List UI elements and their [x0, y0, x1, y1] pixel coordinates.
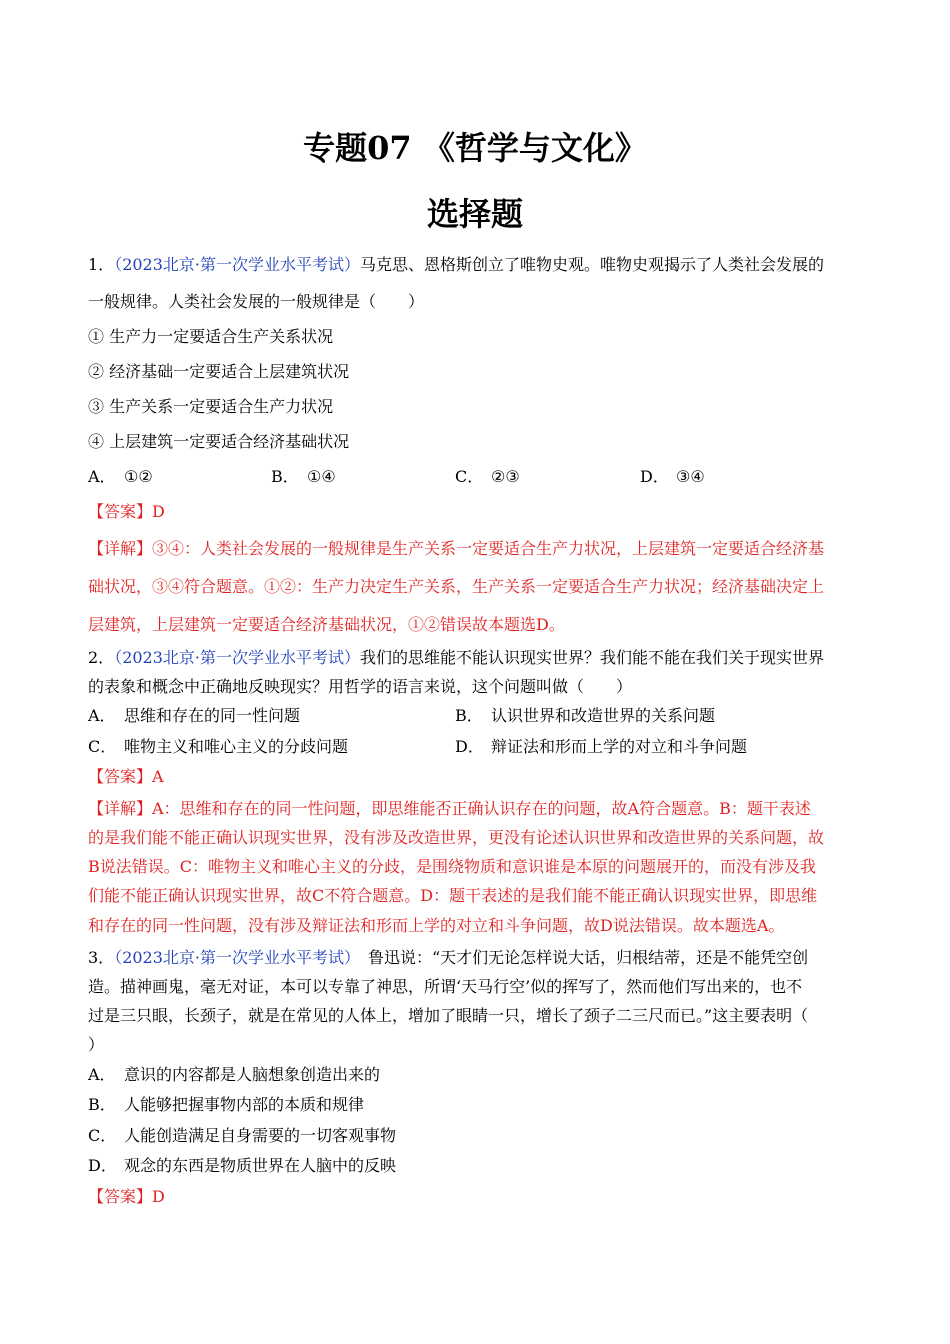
- question-number: 3．: [88, 948, 115, 967]
- option-b: B． 人能够把握事物内部的本质和规律: [88, 1095, 365, 1114]
- option-b: B． 认识世界和改造世界的关系问题: [455, 706, 716, 725]
- option-c: C． ②③: [455, 467, 520, 486]
- question-2-stem: [88, 648, 862, 668]
- option-a: A． 意识的内容都是人脑想象创造出来的: [88, 1065, 381, 1084]
- statement-item: ④ 上层建筑一定要适合经济基础状况: [88, 432, 350, 451]
- page-title: 专题07 《哲学与文化》: [303, 129, 647, 167]
- stem-text: 鲁迅说：“天才们无论怎样说大话，归根结蒂，还是不能凭空创: [352, 948, 809, 967]
- explanation-line: 【详解】③④：人类社会发展的一般规律是生产关系一定要适合生产力状况，上层建筑一定要适合经济基: [88, 539, 825, 558]
- option-a: A． ①②: [88, 467, 153, 486]
- section-title: 选择题: [426, 195, 523, 233]
- stem-text: ）: [88, 1035, 105, 1054]
- explanation-line: 的是我们能不能正确认识现实世界，没有涉及改造世界，更没有论述认识世界和改造世界的关系问题，故: [88, 828, 825, 847]
- question-3-stem: [88, 948, 862, 968]
- answer: 【答案】D: [88, 1187, 165, 1206]
- option-d: D． 辩证法和形而上学的对立和斗争问题: [455, 737, 748, 756]
- option-d: D． ③④: [640, 467, 705, 486]
- explanation-line: 层建筑，上层建筑一定要适合经济基础状况，①②错误故本题选D。: [88, 615, 565, 634]
- option-c: C． 人能创造满足自身需要的一切客观事物: [88, 1126, 397, 1145]
- question-1-stem: [88, 255, 862, 275]
- explanation-line: 们能不能正确认识现实世界，故C不符合题意。D：题干表述的是我们能不能正确认识现实世界，即思维: [88, 886, 818, 905]
- explanation-line: B说法错误。C：唯物主义和唯心主义的分歧，是围绕物质和意识谁是本原的问题展开的，而没有涉及我: [88, 857, 817, 876]
- explanation-line: 【详解】A：思维和存在的同一性问题，即思维能否正确认识存在的问题，故A符合题意。B：题干表述: [88, 799, 811, 818]
- answer: 【答案】A: [88, 767, 164, 786]
- question-number: 2．: [88, 648, 115, 667]
- question-source: （2023北京·第一次学业水平考试）: [114, 948, 352, 967]
- statement-item: ③ 生产关系一定要适合生产力状况: [88, 397, 334, 416]
- statement-item: ① 生产力一定要适合生产关系状况: [88, 327, 334, 346]
- answer: 【答案】D: [88, 502, 165, 521]
- explanation-line: 础状况，③④符合题意。①②：生产力决定生产关系，生产关系一定要适合生产力状况；经济基础决定上: [88, 577, 825, 596]
- option-c: C． 唯物主义和唯心主义的分歧问题: [88, 737, 349, 756]
- stem-text: 的表象和概念中正确地反映现实？用哲学的语言来说，这个问题叫做（ ）: [88, 677, 633, 696]
- stem-text: 马克思、恩格斯创立了唯物史观。唯物史观揭示了人类社会发展的: [360, 255, 825, 274]
- stem-text: 过是三只眼，长颈子，就是在常见的人体上，增加了眼睛一只，增长了颈子二三尺而已。”这主要表明（: [88, 1006, 809, 1025]
- stem-text: 我们的思维能不能认识现实世界？我们能不能在我们关于现实世界: [360, 648, 825, 667]
- stem-text: 一般规律。人类社会发展的一般规律是（ ）: [88, 292, 425, 311]
- option-a: A． 思维和存在的同一性问题: [88, 706, 301, 725]
- question-number: 1．: [88, 255, 115, 274]
- stem-text: 造。描神画鬼，毫无对证，本可以专靠了神思，所谓‘天马行空’似的挥写了，然而他们写出来的，也不: [88, 977, 803, 996]
- statement-item: ② 经济基础一定要适合上层建筑状况: [88, 362, 350, 381]
- explanation-line: 和存在的同一性问题，没有涉及辩证法和形而上学的对立和斗争问题，故D说法错误。故本题选A。: [88, 916, 785, 935]
- option-b: B． ①④: [271, 467, 336, 486]
- question-source: （2023北京·第一次学业水平考试）: [114, 255, 360, 274]
- option-d: D． 观念的东西是物质世界在人脑中的反映: [88, 1156, 397, 1175]
- question-source: （2023北京·第一次学业水平考试）: [114, 648, 360, 667]
